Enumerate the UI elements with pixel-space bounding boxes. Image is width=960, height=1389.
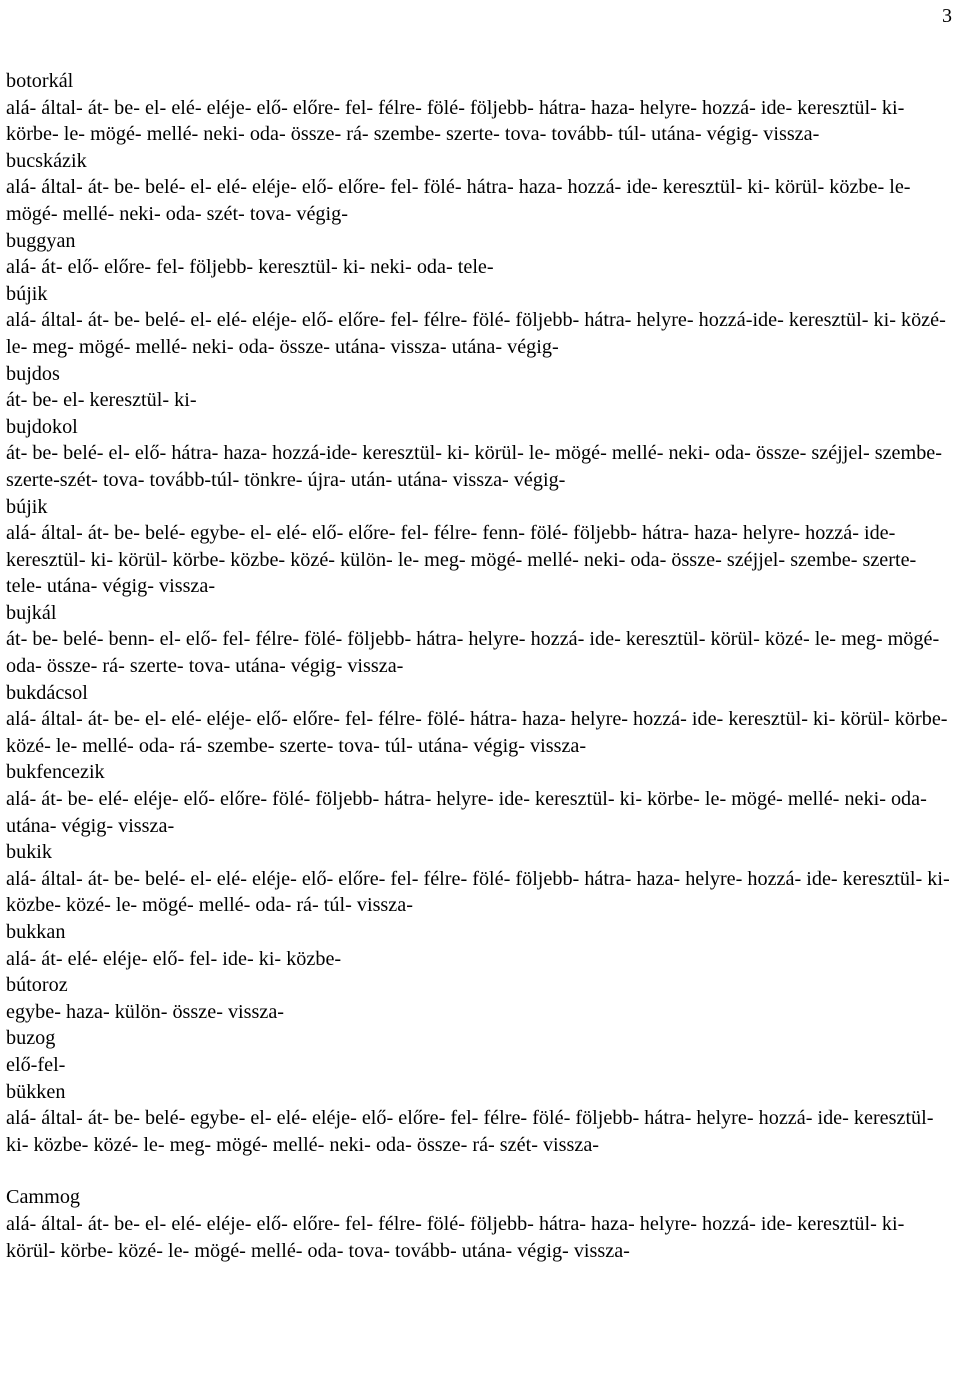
entry-word: bukdácsol bbox=[6, 681, 88, 704]
dictionary-entry bbox=[6, 919, 950, 972]
entry-prefixes: alá- által- át- be- belé- el- elé- eléje- elő- előre- fel- félre- fölé- följebb- hátra- helyre- hozzá-ide- keresztül- ki- közé- le- meg- mögé- mellé- neki- oda- össze- utána- vissza- utána- végig- bbox=[6, 309, 946, 358]
entry-prefixes: alá- által- át- be- el- elé- eléje- elő- előre- fel- félre- fölé- följebb- hátra- haza- helyre- hozzá- ide- keresztül- ki- körbe- le- mögé- mellé- neki- oda- össze- rá- szembe- szerte- tova- tovább- túl- utána- végig- vissza- bbox=[6, 96, 905, 146]
dictionary-entry bbox=[6, 839, 950, 919]
dictionary-entry bbox=[6, 972, 950, 1025]
entry-word: bukkan bbox=[6, 921, 66, 943]
entry-word: Cammog bbox=[6, 1186, 81, 1209]
entry-word: bujdos bbox=[6, 362, 60, 385]
page-number: 3 bbox=[942, 5, 952, 27]
dictionary-entry bbox=[6, 361, 950, 414]
dictionary-entry bbox=[6, 68, 950, 148]
entry-prefixes: alá- által- át- be- el- elé- eléje- elő- előre- fel- félre- fölé- hátra- haza- helyre- hozzá- ide- keresztül- ki- körül- körbe- közé- le- mellé- oda- rá- szembe- szerte- tova- túl- utána- végig- vissza- bbox=[6, 708, 948, 757]
entry-word: bukik bbox=[6, 841, 52, 864]
dictionary-entry bbox=[6, 1025, 950, 1078]
entry-word: bújik bbox=[6, 282, 48, 305]
entry-prefixes: át- be- belé- benn- el- elő- fel- félre- fölé- följebb- hátra- helyre- hozzá- ide- keresztül- körül- közé- le- meg- mögé- oda- össze- rá- szerte- tova- utána- végig- vissza- bbox=[6, 628, 940, 678]
section-spacer bbox=[6, 1158, 950, 1184]
entry-prefixes: alá- által- át- be- el- elé- eléje- elő- előre- fel- félre- fölé- följebb- hátra- haza- helyre- hozzá- ide- keresztül- ki- körül- körbe- közé- le- mögé- mellé- oda- tova- tovább- utána- végig- vissza- bbox=[6, 1212, 905, 1262]
entry-prefixes: alá- át- be- elé- eléje- elő- előre- fölé- följebb- hátra- helyre- ide- keresztül- ki- körbe- le- mögé- mellé- neki- oda- utána- végig- vissza- bbox=[6, 788, 927, 837]
entry-prefixes: alá- által- át- be- belé- egybe- el- elé- eléje- elő- előre- fel- félre- fölé- följebb- hátra- helyre- hozzá- ide- keresztül- ki- közbe- közé- le- meg- mögé- mellé- neki- oda- össze- rá- szét- vissza- bbox=[6, 1107, 934, 1156]
dictionary-entry bbox=[6, 414, 950, 494]
dictionary-entry bbox=[6, 1079, 950, 1159]
entry-word: buggyan bbox=[6, 229, 76, 252]
dictionary-entry bbox=[6, 1184, 950, 1264]
dictionary-entry bbox=[6, 148, 950, 228]
entry-word: bucskázik bbox=[6, 149, 87, 172]
entry-word: bujdokol bbox=[6, 415, 78, 438]
dictionary-entry bbox=[6, 228, 950, 281]
entry-prefixes: elő-fel- bbox=[6, 1053, 66, 1076]
entry-word: botorkál bbox=[6, 70, 74, 92]
entry-prefixes: alá- át- elő- előre- fel- följebb- keresztül- ki- neki- oda- tele- bbox=[6, 256, 494, 279]
dictionary-entry bbox=[6, 680, 950, 760]
entry-prefixes: egybe- haza- külön- össze- vissza- bbox=[6, 1000, 285, 1023]
dictionary-entry bbox=[6, 281, 950, 361]
entry-prefixes: át- be- el- keresztül- ki- bbox=[6, 389, 197, 412]
entry-prefixes: át- be- belé- el- elő- hátra- haza- hozzá-ide- keresztül- ki- körül- le- mögé- mellé- neki- oda- össze- széjjel- szembe- szerte-szét- tova- tovább-túl- tönkre- újra- után- utána- vissza- végig- bbox=[6, 442, 942, 491]
entry-prefixes: alá- által- át- be- belé- egybe- el- elé- elő- előre- fel- félre- fenn- fölé- följebb- hátra- haza- helyre- hozzá- ide- keresztül- ki- körül- körbe- közbe- közé- külön- le- meg- mögé- mellé- neki- oda- össze- széjjel- szembe- szerte- tele- utána- végig- vissza- bbox=[6, 522, 917, 598]
entry-word: bújik bbox=[6, 495, 48, 518]
entry-word: bükken bbox=[6, 1080, 66, 1103]
entry-word: bujkál bbox=[6, 601, 57, 624]
dictionary-entry bbox=[6, 600, 950, 680]
entry-word: bukfencezik bbox=[6, 761, 105, 784]
entry-prefixes: alá- által- át- be- belé- el- elé- eléje- elő- előre- fel- félre- fölé- följebb- hátra- haza- helyre- hozzá- ide- keresztül- ki- közbe- közé- le- mögé- mellé- oda- rá- túl- vissza- bbox=[6, 867, 950, 917]
dictionary-entry bbox=[6, 759, 950, 839]
entry-word: buzog bbox=[6, 1027, 56, 1050]
entry-prefixes: alá- át- elé- eléje- elő- fel- ide- ki- közbe- bbox=[6, 947, 342, 970]
dictionary-content bbox=[6, 68, 950, 1264]
dictionary-entry bbox=[6, 494, 950, 600]
entry-word: bútoroz bbox=[6, 974, 68, 997]
entry-prefixes: alá- által- át- be- belé- el- elé- eléje- elő- előre- fel- fölé- hátra- haza- hozzá- ide- keresztül- ki- körül- közbe- le- mögé- mellé- neki- oda- szét- tova- végig- bbox=[6, 176, 911, 225]
